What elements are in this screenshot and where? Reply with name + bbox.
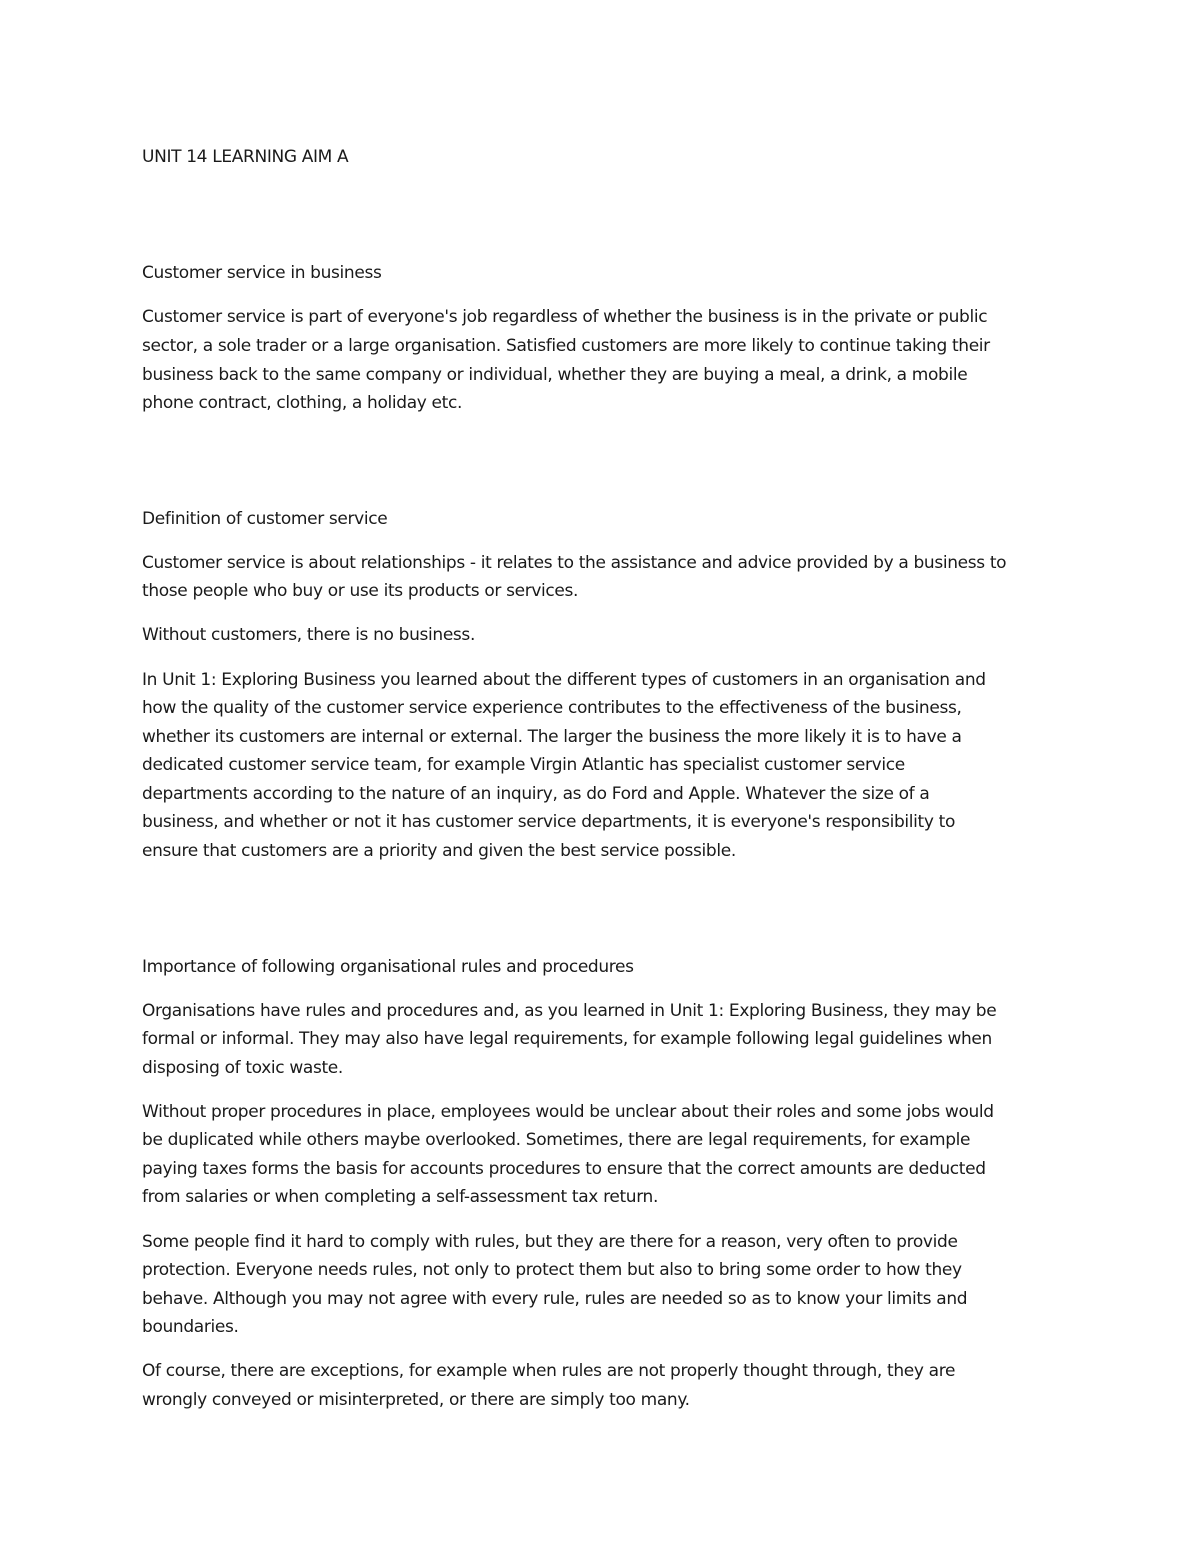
paragraph-line: from salaries or when completing a self-assessment tax return. (142, 1187, 659, 1207)
section-heading-importance: Importance of following organisational rules and procedures (142, 957, 634, 977)
section-heading-customer-service: Customer service in business (142, 263, 382, 283)
paragraph-line: ensure that customers are a priority and given the best service possible. (142, 841, 736, 861)
paragraph-line: protection. Everyone needs rules, not only to protect them but also to bring some order to how they (142, 1260, 962, 1280)
paragraph-line: Organisations have rules and procedures and, as you learned in Unit 1: Exploring Business, they may be (142, 1001, 997, 1021)
paragraph-line: sector, a sole trader or a large organisation. Satisfied customers are more likely to continue taking their (142, 336, 990, 356)
paragraph-line: whether its customers are internal or external. The larger the business the more likely it is to have a (142, 727, 962, 747)
paragraph-line: boundaries. (142, 1317, 239, 1337)
section-heading-definition: Definition of customer service (142, 509, 388, 529)
paragraph-line: Without proper procedures in place, employees would be unclear about their roles and some jobs would (142, 1102, 994, 1122)
paragraph-line: Some people find it hard to comply with rules, but they are there for a reason, very often to provide (142, 1232, 958, 1252)
paragraph-line: wrongly conveyed or misinterpreted, or there are simply too many. (142, 1390, 690, 1410)
paragraph-line: dedicated customer service team, for example Virgin Atlantic has specialist customer service (142, 755, 905, 775)
paragraph-line: those people who buy or use its products or services. (142, 581, 579, 601)
paragraph-line: behave. Although you may not agree with every rule, rules are needed so as to know your limits and (142, 1289, 968, 1309)
paragraph-line: phone contract, clothing, a holiday etc. (142, 393, 463, 413)
paragraph-line: departments according to the nature of an inquiry, as do Ford and Apple. Whatever the size of a (142, 784, 930, 804)
paragraph-line: business back to the same company or individual, whether they are buying a meal, a drink, a mobile (142, 365, 968, 385)
paragraph-line: how the quality of the customer service experience contributes to the effectiveness of the business, (142, 698, 962, 718)
paragraph-line: formal or informal. They may also have legal requirements, for example following legal guidelines when (142, 1029, 992, 1049)
paragraph-line: paying taxes forms the basis for accounts procedures to ensure that the correct amounts are deducted (142, 1159, 986, 1179)
paragraph-line: In Unit 1: Exploring Business you learned about the different types of customers in an organisation and (142, 670, 986, 690)
paragraph-line: Customer service is about relationships - it relates to the assistance and advice provided by a business to (142, 553, 1007, 573)
document-title: UNIT 14 LEARNING AIM A (142, 147, 349, 167)
paragraph-line: be duplicated while others maybe overlooked. Sometimes, there are legal requirements, for example (142, 1130, 971, 1150)
paragraph-line: Customer service is part of everyone's job regardless of whether the business is in the private or public (142, 307, 988, 327)
paragraph-line: disposing of toxic waste. (142, 1058, 343, 1078)
paragraph-line: Without customers, there is no business. (142, 625, 475, 645)
paragraph-line: business, and whether or not it has customer service departments, it is everyone's responsibility to (142, 812, 956, 832)
paragraph-line: Of course, there are exceptions, for example when rules are not properly thought through, they are (142, 1361, 956, 1381)
